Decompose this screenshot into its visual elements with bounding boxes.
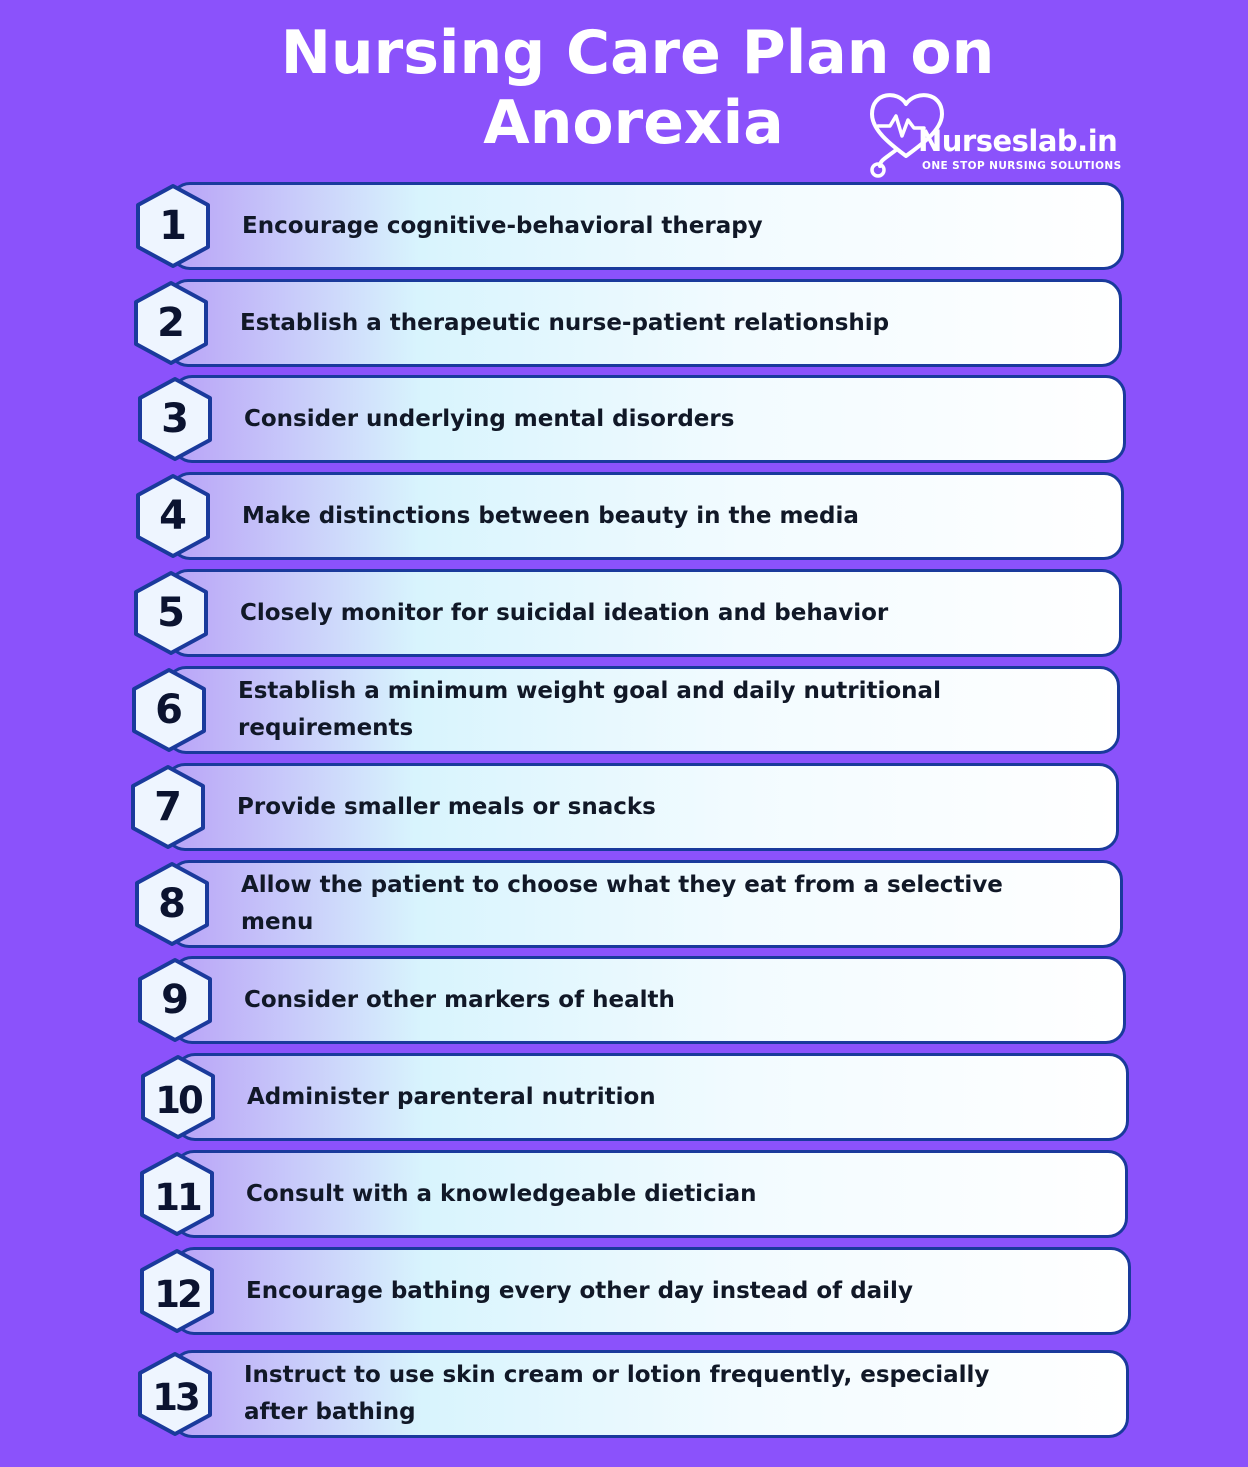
list-item <box>136 956 1126 1044</box>
item-text: Encourage bathing every other day instead of daily <box>246 1277 913 1304</box>
item-text: Closely monitor for suicidal ideation and behavior <box>240 599 889 626</box>
item-number: 11 <box>154 1175 200 1219</box>
list-item <box>138 1247 1131 1335</box>
item-text: Provide smaller meals or snacks <box>237 793 656 820</box>
item-number: 12 <box>154 1272 200 1316</box>
number-hexagon <box>138 1248 216 1334</box>
item-text: Consider other markers of health <box>244 986 675 1013</box>
number-hexagon <box>132 280 210 366</box>
item-number: 4 <box>159 493 187 539</box>
item-text: Make distinctions between beauty in the media <box>242 502 859 529</box>
item-number: 8 <box>158 881 186 927</box>
item-number: 6 <box>155 687 183 733</box>
list-item <box>136 375 1126 463</box>
logo-tagline: ONE STOP NURSING SOLUTIONS <box>922 160 1122 172</box>
list-item <box>133 860 1123 948</box>
item-number: 13 <box>152 1375 198 1419</box>
item-number: 2 <box>157 300 185 346</box>
item-text: Instruct to use skin cream or lotion frequently, especially after bathing <box>244 1362 990 1425</box>
item-text: Encourage cognitive-behavioral therapy <box>242 212 763 239</box>
list-item <box>134 472 1124 560</box>
number-hexagon <box>136 376 214 462</box>
number-hexagon <box>129 764 207 850</box>
list-item <box>139 1053 1129 1141</box>
number-hexagon <box>136 957 214 1043</box>
item-text: Allow the patient to choose what they eat from a selective menu <box>241 872 1003 935</box>
list-item <box>138 1150 1128 1238</box>
item-text: Administer parenteral nutrition <box>247 1083 656 1110</box>
list-item <box>132 279 1122 367</box>
item-number: 9 <box>161 977 189 1023</box>
nurseslab-logo <box>866 90 1126 180</box>
logo-name: Nurseslab.in <box>918 124 1118 158</box>
item-text: Establish a therapeutic nurse-patient relationship <box>240 309 890 336</box>
number-hexagon <box>132 570 210 656</box>
item-number: 10 <box>155 1078 201 1122</box>
number-hexagon <box>138 1151 216 1237</box>
number-hexagon <box>136 1351 214 1437</box>
list-item <box>130 666 1120 754</box>
list-item <box>134 182 1124 270</box>
title-line-1: Nursing Care Plan on <box>280 18 995 88</box>
list-item <box>129 763 1119 851</box>
item-text: Establish a minimum weight goal and daily nutritional requirements <box>238 678 941 741</box>
item-number: 1 <box>159 203 187 249</box>
number-hexagon <box>134 183 212 269</box>
item-number: 5 <box>157 590 185 636</box>
number-hexagon <box>139 1054 217 1140</box>
title-line-2: Anorexia <box>483 88 784 158</box>
list-item <box>136 1350 1129 1438</box>
item-text: Consult with a knowledgeable dietician <box>246 1180 757 1207</box>
list-item <box>132 569 1122 657</box>
item-number: 7 <box>154 784 182 830</box>
number-hexagon <box>130 667 208 753</box>
number-hexagon <box>134 473 212 559</box>
item-text: Consider underlying mental disorders <box>244 405 735 432</box>
item-number: 3 <box>161 396 189 442</box>
number-hexagon <box>133 861 211 947</box>
